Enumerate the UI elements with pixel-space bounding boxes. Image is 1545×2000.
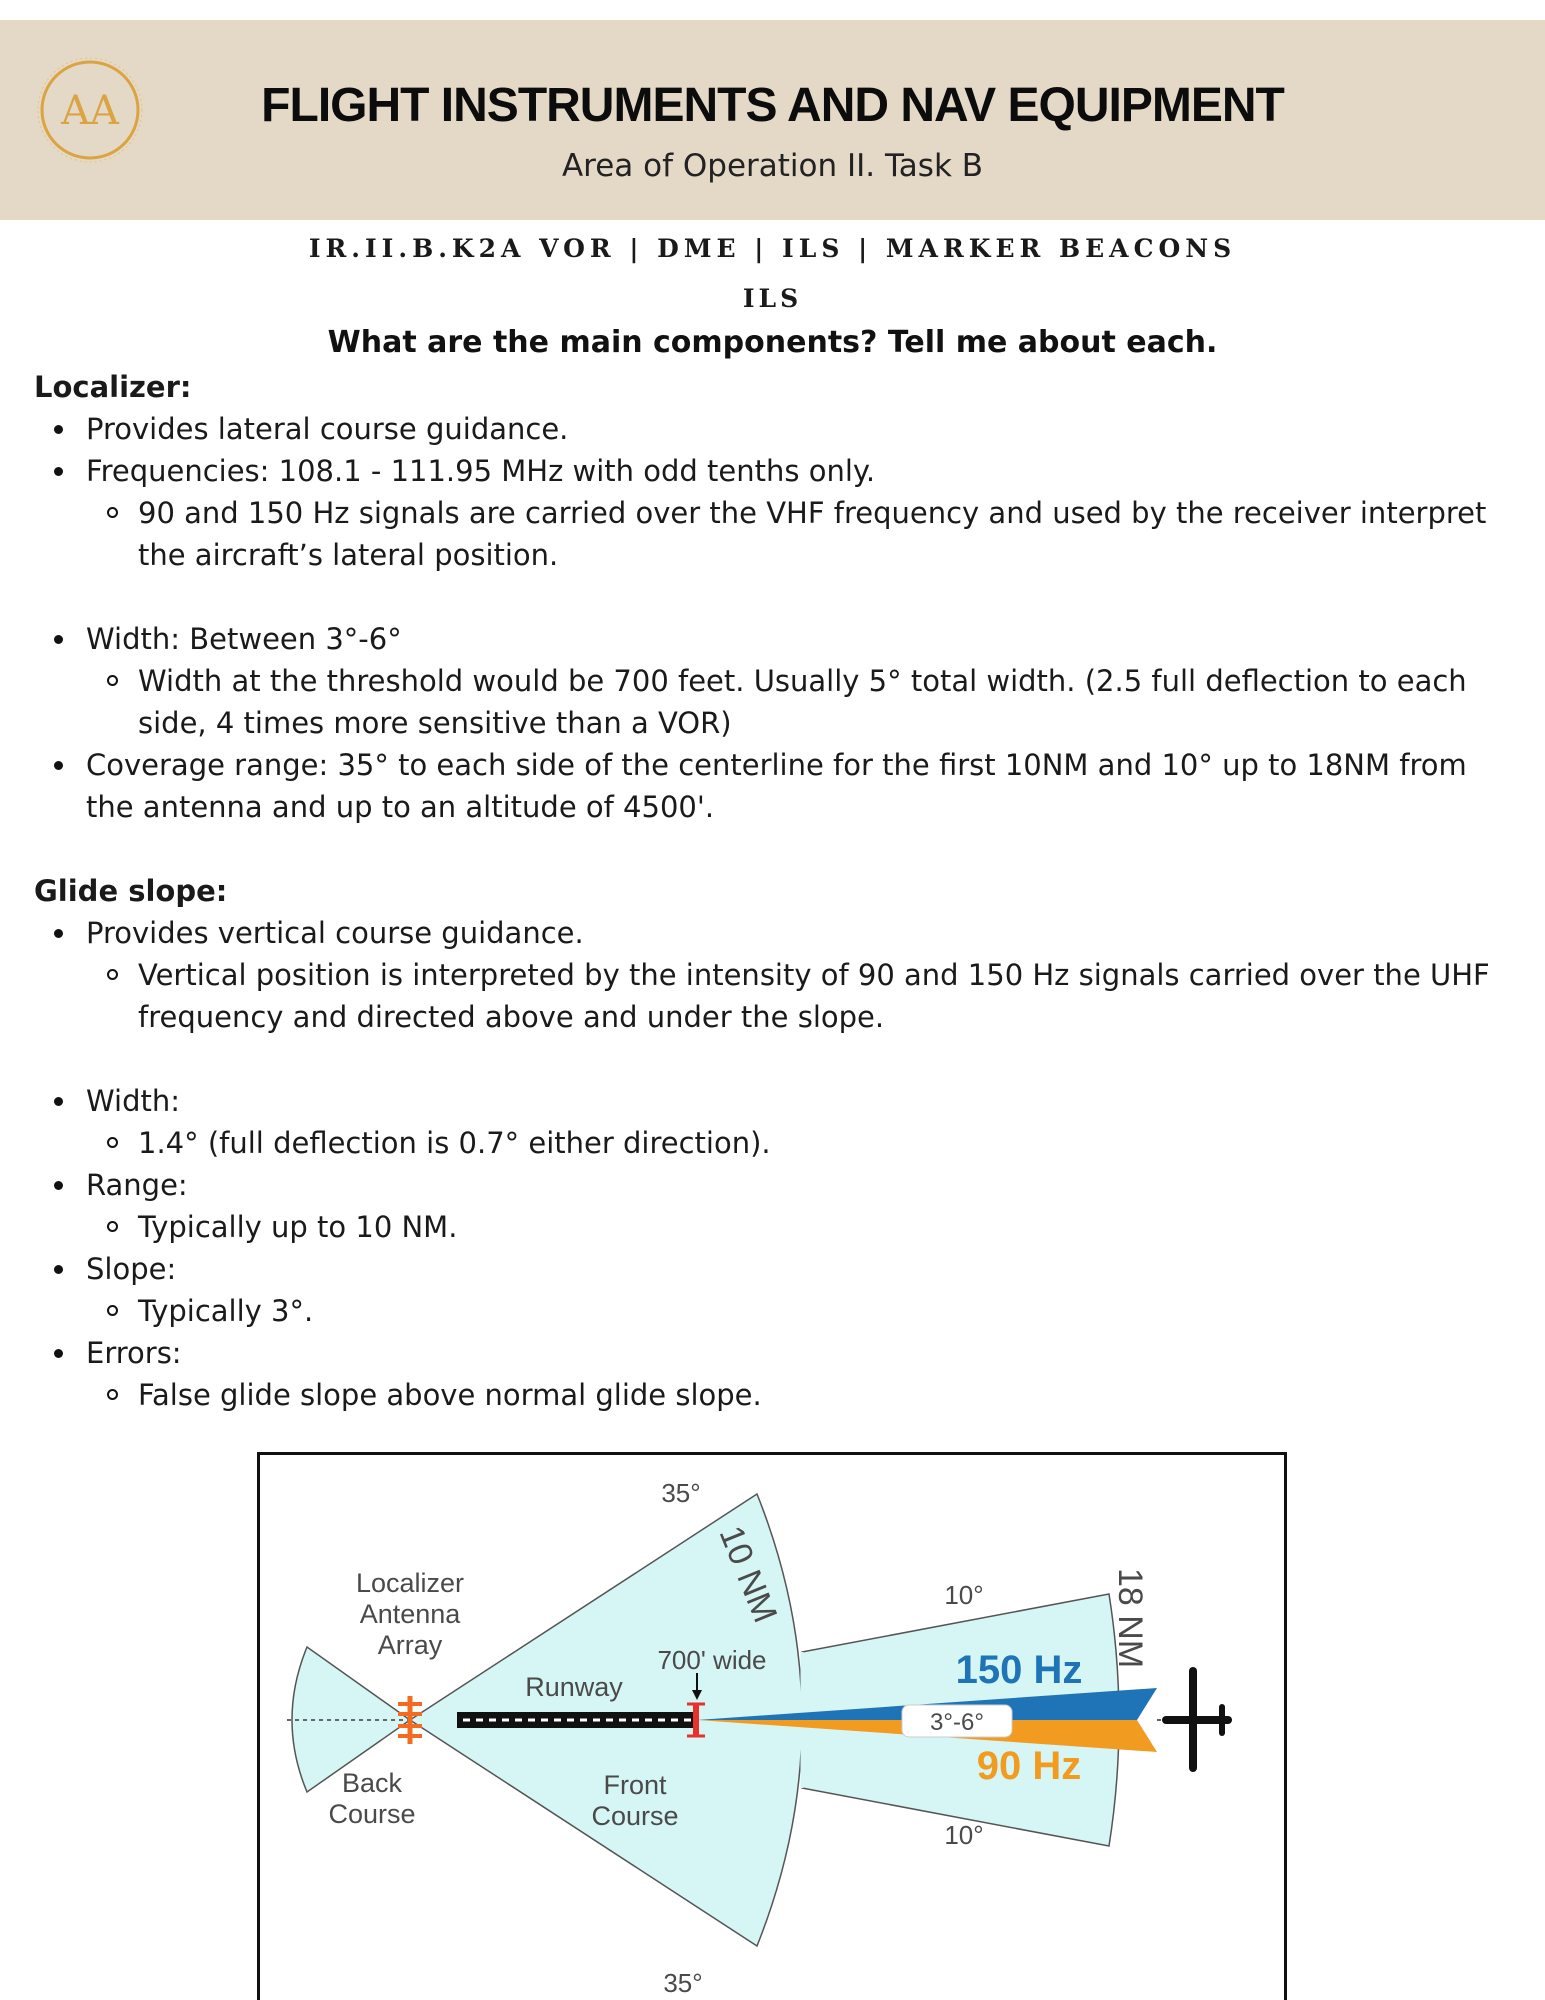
list-item: Errors:	[34, 1332, 1514, 1374]
angle-bottom-label: 35°	[663, 1968, 703, 1998]
logo-letters: AA	[61, 88, 119, 134]
width-700-label: 700' wide	[657, 1645, 767, 1675]
antenna-label-2: Antenna	[359, 1599, 461, 1629]
task-code: IR.II.B.K2A VOR | DME | ILS | MARKER BEACONS	[308, 234, 1237, 263]
back-course-label-2: Course	[328, 1799, 416, 1829]
sub-list-item: 1.4° (full deflection is 0.7° either direction).	[34, 1122, 1514, 1164]
runway-label: Runway	[525, 1672, 623, 1702]
sub-list-item: Typically 3°.	[34, 1290, 1514, 1332]
back-course-label-1: Back	[341, 1768, 403, 1798]
antenna-label-3: Array	[377, 1630, 443, 1660]
sub-list-item: False glide slope above normal glide slope.	[34, 1374, 1514, 1416]
sub-list-item: Typically up to 10 NM.	[34, 1206, 1514, 1248]
localizer-coverage-diagram	[257, 1452, 1287, 2000]
list-item: Width: Between 3°-6°	[34, 618, 1514, 660]
sub-list-item: 90 and 150 Hz signals are carried over the VHF frequency and used by the receiver interpret the aircraft’s lateral position.	[34, 492, 1514, 576]
hz150-label: 150 Hz	[955, 1648, 1083, 1692]
list-item: Coverage range: 35° to each side of the centerline for the first 10NM and 10° up to 18NM from the antenna and up to an altitude of 4500'.	[34, 744, 1514, 828]
runway-threshold	[693, 1704, 699, 1736]
glide-slope-heading: Glide slope:	[34, 874, 228, 908]
page-title: FLIGHT INSTRUMENTS AND NAV EQUIPMENT	[261, 79, 1284, 132]
page-subtitle: Area of Operation II. Task B	[561, 148, 984, 184]
list-item: Width:	[34, 1080, 1514, 1122]
course-width-label: 3°-6°	[930, 1709, 984, 1736]
hz90-label: 90 Hz	[976, 1744, 1082, 1788]
question: What are the main components? Tell me about each.	[327, 325, 1218, 360]
list-item: Slope:	[34, 1248, 1514, 1290]
list-item: Provides lateral course guidance.	[34, 408, 1514, 450]
angle-top-label: 35°	[661, 1478, 701, 1508]
section-title: ILS	[742, 284, 803, 313]
front-course-label-1: Front	[603, 1770, 667, 1800]
localizer-heading: Localizer:	[34, 370, 192, 404]
header-banner	[0, 20, 1545, 220]
front-course-label-2: Course	[591, 1801, 679, 1831]
list-item: Provides vertical course guidance.	[34, 912, 1514, 954]
content-body	[34, 366, 1514, 1416]
range-18nm-label: 18 NM	[1111, 1568, 1149, 1669]
angle-10-top-label: 10°	[944, 1580, 984, 1610]
list-item: Frequencies: 108.1 - 111.95 MHz with odd tenths only.	[34, 450, 1514, 492]
antenna-label-1: Localizer	[355, 1568, 465, 1598]
sub-list-item: Width at the threshold would be 700 feet. Usually 5° total width. (2.5 full deflection to each side, 4 times more sensitive than a VOR)	[34, 660, 1514, 744]
sub-list-item: Vertical position is interpreted by the intensity of 90 and 150 Hz signals carried over the UHF frequency and directed above and under the slope.	[34, 954, 1514, 1038]
angle-10-bottom-label: 10°	[944, 1820, 984, 1850]
range-10nm-label: 10 NM	[711, 1520, 785, 1628]
list-item: Range:	[34, 1164, 1514, 1206]
